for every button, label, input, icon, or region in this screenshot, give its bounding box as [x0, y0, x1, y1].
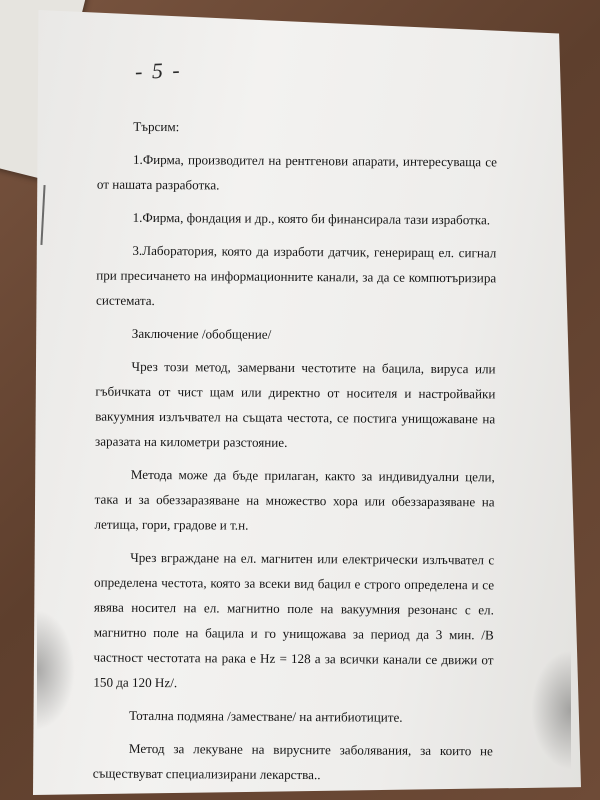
- item-laboratory: 3.Лаборатория, която да изработи датчик, генериращ ел. сигнал при пресичането на информационните канали, за да се компютъризира системата.: [95, 242, 497, 309]
- margin-pen-mark: [40, 185, 45, 245]
- scan-smudge-right: [531, 650, 571, 770]
- paragraph-method: Чрез този метод, замервани честотите на бацила, вируса или гъбичката от чист щам или директно от носителя и настройвайки вакуумния излъчвател на същата честота, се постига унищожаване на заразата на километри разстояние.: [95, 358, 496, 450]
- heading-search: Търсим:: [133, 118, 180, 135]
- paragraph-emitter: Чрез вграждане на ел. магнитен или електрически излъчвател с определена честота, която за всеки вид бацил е строго определена и се явява носител на ел. магнитно поле на вакуумния резонанс с ел. магнитно поле на бацила и го унищожава за период да 3 мин. /В частност честотата на рака е Hz = 128 а за всички канали се движи от 150 да 120 Hz/.: [93, 549, 495, 691]
- page-number: - 5 -: [134, 57, 183, 84]
- scan-smudge-left: [37, 610, 75, 730]
- heading-conclusion: Заключение /обобщение/: [131, 325, 272, 342]
- item-manufacturer: 1.Фирма, производител на рентгенови апарати, интересуваща се от нашата разработка.: [96, 151, 498, 193]
- heading-antibiotics: Тотална подмяна /заместване/ на антибиотиците.: [129, 707, 403, 725]
- paragraph-viral-treatment: Метод за лекуване на вирусните заболявания, за които не съществуват специализирани лекарства..: [92, 740, 493, 783]
- paragraph-application: Метода може да бъде прилаган, както за индивидуални цели, така и за обеззаразяване на множество хора или обеззаразяване на летища, гори, градове и т.н.: [94, 466, 495, 533]
- item-funding: 1.Фирма, фондация и др., която би финансирала тази изработка.: [132, 209, 491, 228]
- document-body: [93, 114, 498, 789]
